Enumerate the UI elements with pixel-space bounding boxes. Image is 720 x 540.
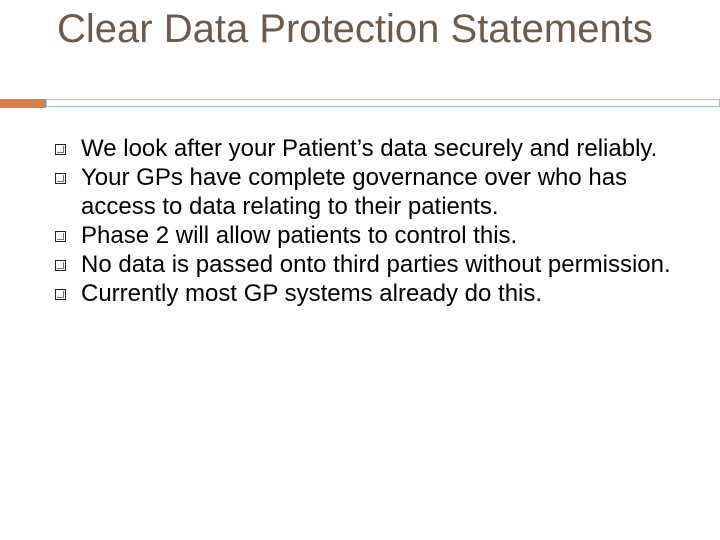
square-bullet-icon [55, 231, 66, 242]
list-item [55, 250, 695, 279]
list-item [55, 134, 695, 163]
bullet-text: Currently most GP systems already do this. [81, 280, 543, 307]
bullet-list [55, 134, 695, 308]
square-bullet-icon [55, 289, 66, 300]
list-item [55, 279, 695, 308]
list-item [55, 163, 695, 221]
square-bullet-icon [55, 173, 66, 184]
bullet-text: We look after your Patient’s data securely and reliably. [81, 135, 658, 162]
square-bullet-icon [55, 260, 66, 271]
list-item [55, 221, 695, 250]
bullet-text: Phase 2 will allow patients to control this. [81, 222, 518, 249]
title-accent-bar [0, 99, 46, 108]
slide-title: Clear Data Protection Statements [57, 7, 653, 51]
square-bullet-icon [55, 144, 66, 155]
bullet-text: No data is passed onto third parties without permission. [81, 251, 671, 278]
title-divider-line [46, 99, 720, 107]
bullet-text: Your GPs have complete governance over who has access to data relating to their patients. [81, 164, 628, 220]
